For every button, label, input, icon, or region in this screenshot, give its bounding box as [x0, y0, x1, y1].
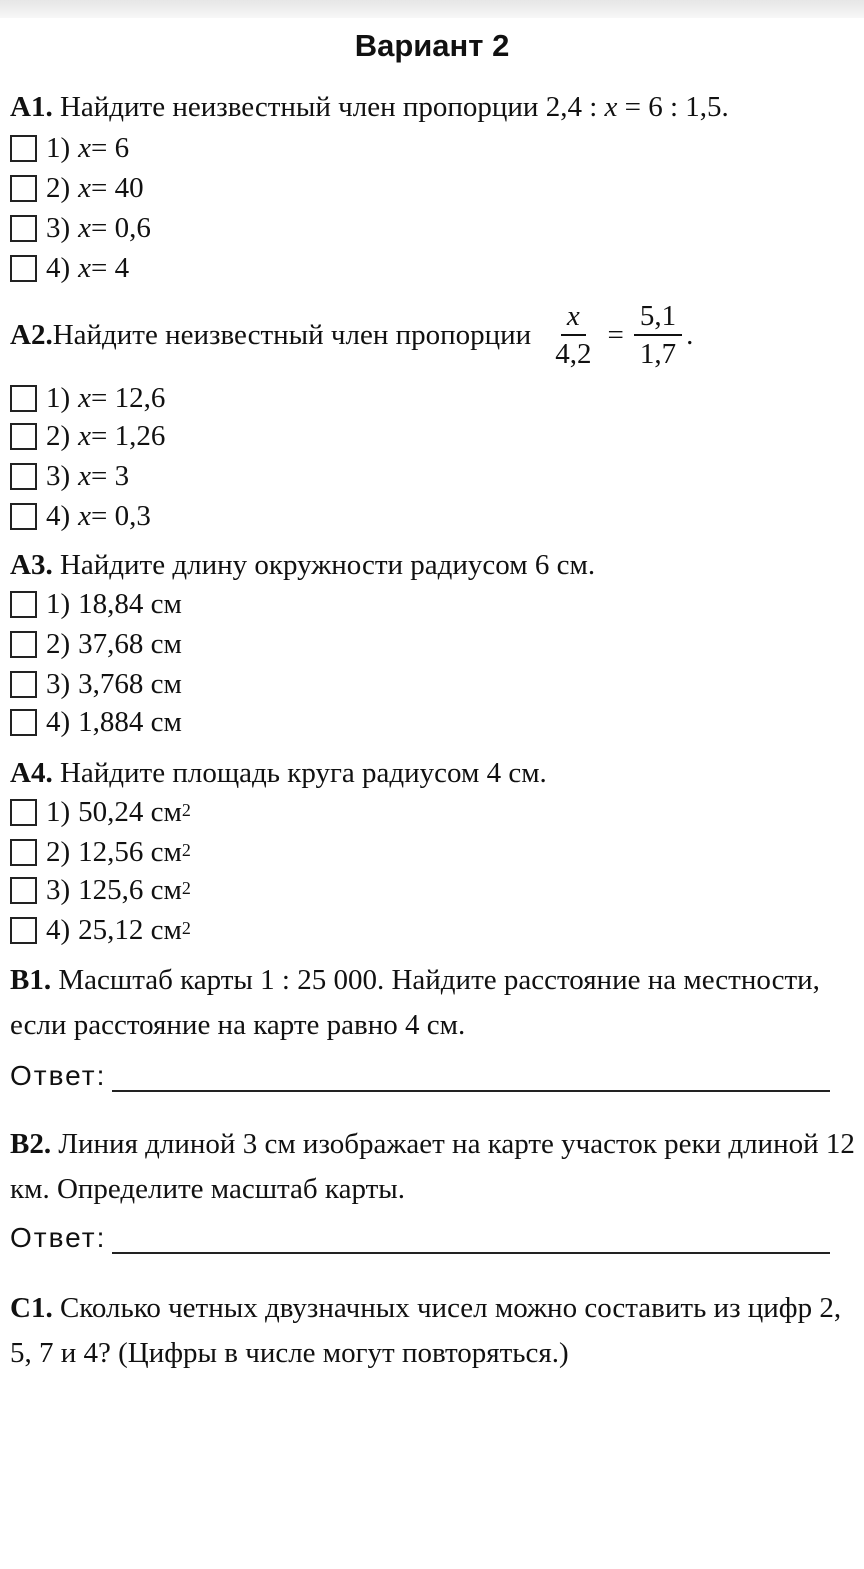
answer-line[interactable] — [112, 1228, 830, 1254]
checkbox[interactable] — [10, 877, 37, 904]
checkbox[interactable] — [10, 463, 37, 490]
question-c1 — [10, 1286, 856, 1376]
equals-sign: = — [607, 318, 624, 351]
checkbox[interactable] — [10, 423, 37, 450]
checkbox[interactable] — [10, 175, 37, 202]
question-a1 — [10, 90, 729, 124]
page-title: Вариант 2 — [354, 28, 510, 63]
question-label: А1. — [10, 91, 53, 123]
option-a3-3[interactable]: 3) 3,768 см — [10, 666, 182, 702]
checkbox[interactable] — [10, 709, 37, 736]
question-label: А4. — [10, 757, 53, 789]
option-a2-1[interactable]: 1) x = 12,6 — [10, 380, 165, 416]
question-a3 — [10, 548, 595, 582]
question-text: Найдите длину окружности радиусом 6 см. — [52, 549, 596, 581]
answer-line[interactable] — [112, 1066, 830, 1092]
question-text-end: = 6 : 1,5. — [617, 91, 729, 123]
option-a3-2[interactable]: 2) 37,68 см — [10, 626, 182, 662]
checkbox[interactable] — [10, 385, 37, 412]
checkbox[interactable] — [10, 255, 37, 282]
question-text: Найдите неизвестный член пропорции — [52, 318, 532, 351]
question-a4 — [10, 756, 547, 790]
question-b2 — [10, 1122, 856, 1212]
top-bar — [0, 0, 864, 18]
option-a3-4[interactable]: 4) 1,884 см — [10, 704, 182, 740]
option-a2-3[interactable]: 3) x = 3 — [10, 458, 129, 494]
option-a4-4[interactable]: 4) 25,12 см $^2$ — [10, 912, 191, 948]
answer-b1[interactable] — [10, 1060, 830, 1092]
checkbox[interactable] — [10, 503, 37, 530]
option-a2-2[interactable]: 2) x = 1,26 — [10, 418, 165, 454]
checkbox[interactable] — [10, 799, 37, 826]
checkbox[interactable] — [10, 591, 37, 618]
question-text: Найдите площадь круга радиусом 4 см. — [52, 757, 547, 789]
option-a3-1[interactable]: 1) 18,84 см — [10, 586, 182, 622]
question-b1 — [10, 958, 856, 1048]
fraction-left: $\frac{x}{4,2}$ — [555, 300, 592, 370]
question-label: С1. — [10, 1292, 53, 1324]
answer-b2[interactable] — [10, 1222, 830, 1254]
question-label: В1. — [10, 964, 52, 996]
variable: x — [604, 91, 618, 123]
question-text: Найдите неизвестный член пропорции 2,4 : — [52, 91, 605, 123]
checkbox[interactable] — [10, 917, 37, 944]
question-label: А2. — [10, 318, 53, 351]
checkbox[interactable] — [10, 631, 37, 658]
option-a1-2[interactable]: 2) x = 40 — [10, 170, 144, 206]
option-a4-3[interactable]: 3) 125,6 см $^2$ — [10, 872, 191, 908]
question-label: В2. — [10, 1128, 52, 1160]
checkbox[interactable] — [10, 839, 37, 866]
answer-label: Ответ: — [10, 1222, 107, 1253]
question-text: Масштаб карты 1 : 25 000. Найдите расстояние на местности, если расстояние на карте равно 4 см. — [10, 964, 820, 1041]
checkbox[interactable] — [10, 671, 37, 698]
question-label: А3. — [10, 549, 53, 581]
question-text: Линия длиной 3 см изображает на карте участок реки длиной 12 км. Определите масштаб карты. — [10, 1128, 855, 1205]
question-a2: А2. Найдите неизвестный член пропорции $\frac{x}{4,2}$ = $\frac{5,1}{1,7}$ . — [10, 300, 694, 370]
option-a1-1[interactable]: 1) x = 6 — [10, 130, 129, 166]
option-a4-1[interactable]: 1) 50,24 см $^2$ — [10, 794, 191, 830]
option-a1-3[interactable]: 3) x = 0,6 — [10, 210, 151, 246]
checkbox[interactable] — [10, 215, 37, 242]
option-a4-2[interactable]: 2) 12,56 см $^2$ — [10, 834, 191, 870]
option-a1-4[interactable]: 4) x = 4 — [10, 250, 129, 286]
option-a2-4[interactable]: 4) x = 0,3 — [10, 498, 151, 534]
question-text: Сколько четных двузначных чисел можно составить из цифр 2, 5, 7 и 4? (Цифры в числе могут повторяться.) — [10, 1292, 842, 1369]
checkbox[interactable] — [10, 135, 37, 162]
fraction-right: $\frac{5,1}{1,7}$ — [634, 298, 682, 372]
answer-label: Ответ: — [10, 1060, 107, 1091]
